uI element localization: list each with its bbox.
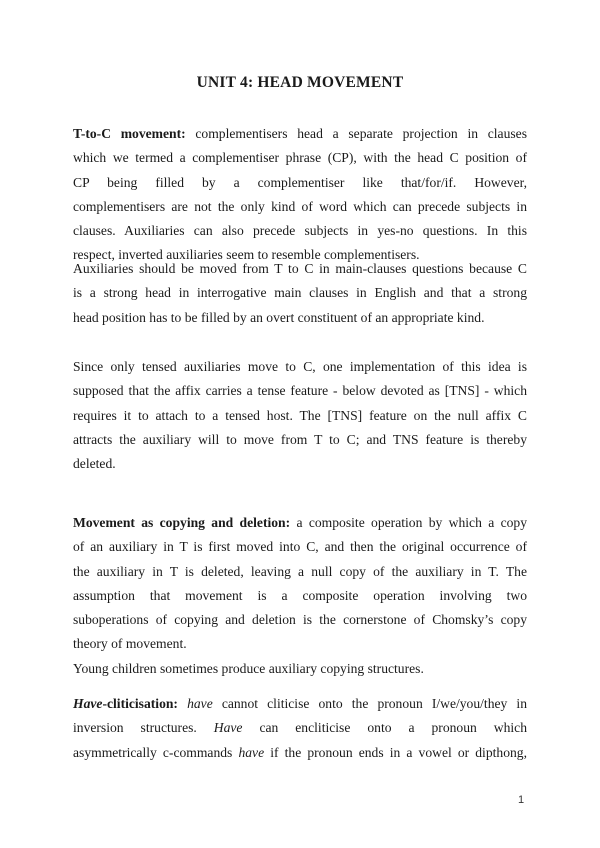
text-line: Young children sometimes produce auxiliary copying structures.: [73, 660, 424, 676]
page-title: UNIT 4: HEAD MOVEMENT: [196, 74, 404, 91]
page-number: 1: [518, 794, 525, 806]
text-line: of an auxiliary in T is first moved into C, and then the original occurrence of: [73, 539, 527, 555]
text-line: which we termed a complementiser phrase (CP), with the head C position of: [73, 150, 527, 166]
text-fragment: asymmetrically c-commands: [73, 744, 239, 760]
text-line: clauses. Auxiliaries can also precede subjects in yes-no questions. In this: [73, 223, 527, 239]
text-line: is a strong head in interrogative main clauses in English and that a strong: [73, 285, 527, 301]
text-line: the auxiliary in T is deleted, leaving a null copy of the auxiliary in T. The: [73, 563, 527, 579]
term-have-cliticisation: [73, 696, 178, 711]
text-line: complementisers are not the only kind of word which can precede subjects in: [73, 198, 527, 214]
paragraph-t-to-c-movement: [73, 122, 527, 268]
text-line: complementisers head a separate projection in clauses: [185, 126, 527, 141]
text-line: CP being filled by a complementiser like that/for/if. However,: [73, 174, 527, 190]
text-line: suboperations of copying and deletion is the cornerstone of Chomsky’s copy: [73, 612, 527, 628]
text-line: head position has to be filled by an overt constituent of an appropriate kind.: [73, 309, 485, 325]
text-line: supposed that the affix carries a tense feature - below devoted as [TNS] - which: [73, 383, 527, 399]
term-italic: Have: [73, 696, 103, 711]
text-fragment: can encliticise onto a pronoun which: [242, 720, 527, 736]
term-rest: -cliticisation:: [102, 696, 178, 711]
text-line: theory of movement.: [73, 636, 187, 652]
paragraph-tensed-auxiliaries: [73, 355, 527, 476]
text-line: requires it to attach to a tensed host. The [TNS] feature on the null affix C: [73, 407, 527, 423]
paragraph-have-cliticisation: [73, 692, 527, 765]
text-fragment: cannot cliticise onto the pronoun I/we/you/they in: [212, 696, 527, 711]
paragraph-auxiliary-movement: [73, 257, 527, 330]
italic-word: have: [187, 696, 213, 711]
italic-word: Have: [213, 720, 243, 736]
paragraph-copying-and-deletion: [73, 511, 527, 681]
text-fragment: if the pronoun ends in a vowel or dipthong,: [264, 744, 527, 760]
text-line: respect, inverted auxiliaries seem to resemble complementisers.: [73, 247, 420, 263]
text-line: attracts the auxiliary will to move from T to C; and TNS feature is thereby: [73, 431, 527, 447]
text-line: Since only tensed auxiliaries move to C, one implementation of this idea is: [73, 359, 527, 374]
text-line: Auxiliaries should be moved from T to C in main-clauses questions because C: [73, 261, 527, 276]
text-fragment: inversion structures.: [73, 720, 214, 736]
italic-word: have: [238, 744, 265, 760]
term-movement-as-copying: Movement as copying and deletion:: [73, 515, 291, 530]
term-t-to-c-movement: T-to-C movement:: [73, 126, 186, 141]
text-line: a composite operation by which a copy: [290, 515, 527, 530]
text-line: deleted.: [73, 456, 116, 472]
text-line: assumption that movement is a composite operation involving two: [73, 587, 527, 603]
